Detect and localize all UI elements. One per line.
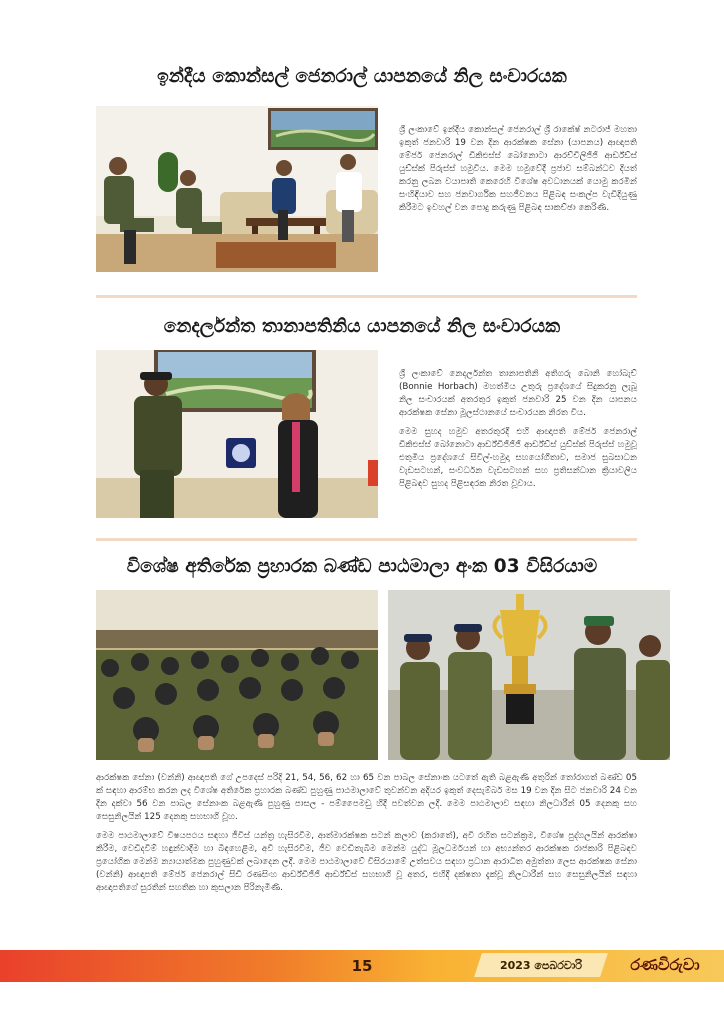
divider [96, 295, 637, 298]
article-1-text [399, 124, 637, 221]
photo-trainees-seated [96, 590, 378, 760]
article-1-paragraph: ශ්‍රී ලංකාවේ ඉන්දීය කොන්සල් ජෙනරාල් ශ්‍රී රාකේෂ් නටරාජ් මහතා ඉකුත් ජනවාරි 19 වන දින ආරක්ෂක සේනා (යාපනය) ආඥාපති මේජර් ජෙනරාල් ඩිකිළුස්ස් බෝනොටා ආරච්චිලිජිජි ආර්ඩ්ඩ්ස් යුඩ්ස්ක් පිරුස්ස් හමුවිය. මෙම හමුවේදී ප්‍රජාව සම්බන්ධව දියත් කරනු ලබන වයාපෘති කෙරෙහි විශේෂ අවධානයක් යොමු කරමින් සංහිඳියාව සහ ජනවාර්ගික සහජීවනය පිළිබඳ සංකල්ප වැඩිදියුණු කිරීමට ඉවහල් වන පොදු කරුණු පිළිබඳ සාකච්ඡා කෙරිණි. [399, 125, 637, 213]
article-2-title: නෙදර්ලන්ත තානාපතිනිය යාපනයේ නිල සංචාරයක [163, 316, 561, 337]
photo-trophy-presentation [388, 590, 670, 760]
article-3-title: විශේෂ අතිරේක ප්‍රහාරක බණ්ඩ පාඨමාලා අංක 03 විසිරයාම [126, 556, 598, 577]
article-3-paragraph: ආරක්ෂක සේනා (වන්නි) ආඥාපති ගේ උපදෙස් පරිදි 21, 54, 56, 62 හා 65 වන පාබල සේනාංක යටතේ ඇති බළඇණි අතුරින් තෝරාගත් බණ්ඩ 05 ක් සඳහා ආරම්භ කරන ලද විශේෂ අතිරේක ප්‍රහාරක බණ්ඩ පුහුණු පාඨමාලාවේ තුවන්වන අදියර ඉකුත් දෙසැම්බර් මස 19 වන දින සිට ජනවාරි 24 වන දින දක්වා 56 වන පාබල සේනාංක බළඇණි පුහුණු පාසල - පම්පෛමඩු හිදී පවත්වන ලදී. මෙම පාඨමාලාව සඳහා නිලධාරීන් 05 දෙනකු සහ සෙසුනිලයින් 125 දෙනකු සහභාගි වූහ. [96, 773, 637, 822]
article-3-text [96, 772, 637, 901]
article-2-paragraph: ශ්‍රී ලංකාවේ නෙදර්ලන්ත තානාපතිනි අතිගරු බොනි හෝබැච් (Bonnie Horbach) මහත්මිය උතුරු ප්‍රදේශයේ සිදුකරනු ලැබූ නිල සංචාරයක් අතරතුර ඉකුත් ජනවාරි 25 වන දින යාපනය ආරක්ෂක සේනා මූලස්ථානයේ සංචාරයක නිරත විය. [399, 369, 637, 418]
article-3-paragraph: මෙම පාඨමාලාවේ විෂයපථය සඳහා ජීවිස් යන්ත්‍ර හැසිරවීම, ආත්මාරක්ෂක සටන් කලාව (කරාතේ), අවි රහිත සටන්ක්‍රම, විශේෂ පුද්ගලයින් ආරක්ෂා කිරීම, වෙඩිදවීම් හඳුන්වාදීම හා බිඳහෙළීම, අවි හැසිරවීම, ජීව වෙඩිතැබීම මෙන්ම යුද්ධ මූලධර්මයන් හා අභ්‍යන්තර ආරක්ෂක රාජකාරි පිළිබඳව ප්‍රයෝගික මෙන්ම න්‍යායාත්මක පුහුණුවක් ලබාදෙන ලදී. මෙම පාඨමාලාවේ විසිරයාමේ උත්සවය සඳහා ප්‍රධාන ආරාධිත අමුත්තා ලෙස ආරක්ෂක සේනා (වන්නි) ආඥාපති මේජර් ජෙනරාල් සිඩී රණසිංහ ආර්ඩ්ඩිජිජි ආර්ඩ්ඩ්ස් සහභාගි වූ අතර, එහිදී දක්ෂතා දැක්වූ නිලධාරීන් සහ සෙසුනිලයින් සඳහා ආඥාපතිගේ සුරතින් සහතික හා කුසලාන පිරිනැමිණි. [96, 831, 637, 893]
photo-consul-meeting [96, 106, 378, 272]
photo-ambassador-visit [96, 350, 378, 518]
footer-date: 2023 පෙබරවාරි [499, 959, 583, 972]
page-number: 15 [351, 957, 373, 975]
article-2-text [399, 368, 637, 497]
article-2-paragraph: මෙම සුහද හමුව අතරතුරදී එහි ආඥාපති මේජර් ජෙනරාල් ඩිකිළුස්ස් බෝනොටා ආර්ඩ්ඩිජිජිජි ආර්ඩ්ඩ්ස් යුඩ්ස්ක් පිරුස්ස් හමුවූ එතුමිය ප්‍රදේශයේ සිවිල්-හමුදා සහයෝගීතාව, සමාජ සුබසාධන වැඩසටහන්, සංවර්ධන වැඩසටහන් සහ ප්‍රතිසන්ධාන ක්‍රියාවලිය පිළිබඳව සුහද පිළිසඳරක නිරත වූවාය. [399, 427, 637, 489]
divider [96, 538, 637, 541]
article-1-title: ඉන්දීය කොන්සල් ජෙනරාල් යාපනයේ නිල සංචාරයක [157, 66, 567, 87]
magazine-logo: රණවිරුවා [630, 955, 700, 974]
